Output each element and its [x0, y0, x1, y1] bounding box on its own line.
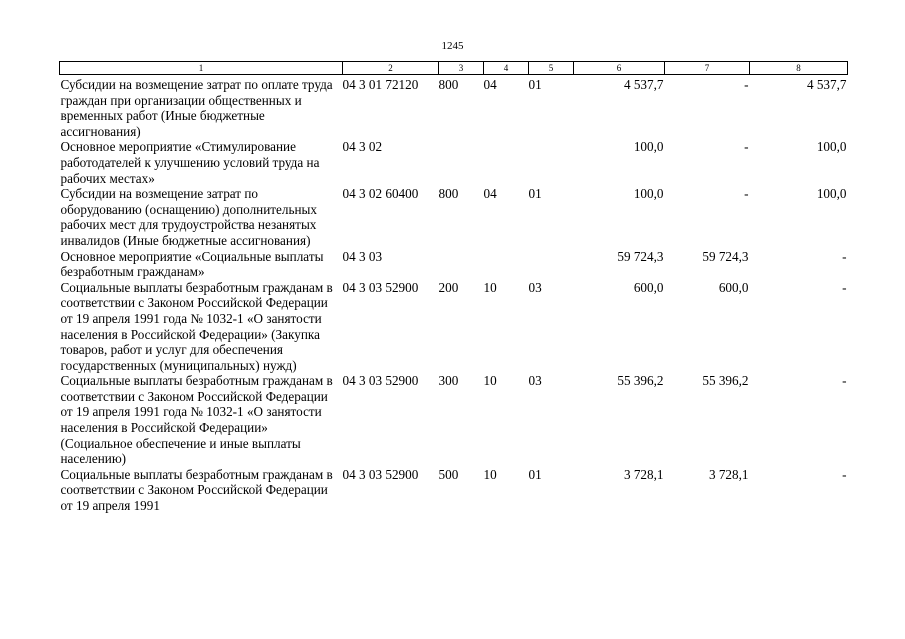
- table-row: [60, 373, 848, 467]
- row-col-4: [484, 139, 529, 186]
- row-col-6: 3 728,1: [623, 466, 664, 482]
- row-col-7: -: [744, 139, 749, 155]
- row-col-4: 04: [483, 186, 497, 202]
- row-col-7: -: [744, 77, 749, 92]
- row-name: Социальные выплаты безработным гражданам в соответствии с Законом Российской Федерации от 19 апреля 1991 года № 1032-1 «О занятости населения в Российской Федерации» (Закупка товаров, работ и услуг для обеспечения государственных (муниципальных) нужд): [60, 279, 333, 373]
- row-col-4: [484, 249, 529, 280]
- row-col-5: 03: [528, 373, 542, 389]
- row-col-8: -: [842, 373, 847, 389]
- row-col-7: 59 724,3: [702, 248, 749, 264]
- row-col-5: [529, 139, 574, 186]
- row-col-5: 01: [528, 466, 542, 482]
- page-number: 1245: [441, 40, 464, 52]
- row-col-6: 600,0: [633, 279, 664, 295]
- header-col-8: 8: [750, 62, 848, 75]
- header-col-4: 4: [484, 62, 529, 75]
- row-col-5: [529, 249, 574, 280]
- table-row: [60, 467, 848, 514]
- row-code: 04 3 02: [342, 139, 383, 155]
- header-col-2: 2: [343, 62, 439, 75]
- table-body: [60, 75, 848, 514]
- row-col-4: 10: [483, 373, 497, 389]
- row-col-7: -: [744, 186, 749, 202]
- row-code: 04 3 01 72120: [342, 77, 419, 92]
- row-code: 04 3 03 52900: [342, 279, 419, 295]
- row-col-7: 3 728,1: [708, 466, 749, 482]
- row-col-3: 500: [438, 466, 459, 482]
- row-col-5: 01: [528, 186, 542, 202]
- row-col-7: 600,0: [718, 279, 749, 295]
- row-name: Социальные выплаты безработным гражданам в соответствии с Законом Российской Федерации от 19 апреля 1991: [60, 466, 333, 514]
- table-header: [60, 62, 848, 75]
- row-code: 04 3 02 60400: [342, 186, 419, 202]
- row-col-8: -: [842, 248, 847, 264]
- row-name: Субсидии на возмещение затрат по оплате труда граждан при организации общественных и временных работ (Иные бюджетные ассигнования): [60, 77, 333, 139]
- row-name: Социальные выплаты безработным гражданам в соответствии с Законом Российской Федерации от 19 апреля 1991 года № 1032-1 «О занятости населения в Российской Федерации» (Социальное обеспечение и иные выплаты населению): [60, 373, 333, 467]
- row-col-8: -: [842, 279, 847, 295]
- row-col-8: -: [842, 466, 847, 482]
- table-row: [60, 139, 848, 186]
- header-col-7: 7: [665, 62, 750, 75]
- row-code: 04 3 03: [342, 248, 383, 264]
- row-col-3: 200: [438, 279, 459, 295]
- row-name: Основное мероприятие «Социальные выплаты безработным гражданам»: [60, 248, 324, 280]
- row-col-4: 10: [483, 466, 497, 482]
- row-col-6: 59 724,3: [617, 248, 664, 264]
- row-col-5: 03: [528, 279, 542, 295]
- row-col-4: 10: [483, 279, 497, 295]
- row-col-5: 01: [528, 77, 542, 92]
- row-code: 04 3 03 52900: [342, 373, 419, 389]
- row-col-3: 800: [438, 77, 459, 92]
- header-col-5: 5: [529, 62, 574, 75]
- table-row: [60, 186, 848, 248]
- row-col-3: [439, 139, 484, 186]
- row-col-3: [439, 249, 484, 280]
- row-col-6: 100,0: [633, 139, 664, 155]
- row-name: Основное мероприятие «Стимулирование работодателей к улучшению условий труда на рабочих местах»: [60, 139, 320, 186]
- table-row: [60, 249, 848, 280]
- header-col-1: 1: [60, 62, 343, 75]
- row-col-8: 100,0: [816, 186, 847, 202]
- header-col-3: 3: [439, 62, 484, 75]
- table-row: [60, 75, 848, 140]
- row-col-8: 100,0: [816, 139, 847, 155]
- row-name: Субсидии на возмещение затрат по оборудованию (оснащению) дополнительных рабочих мест для трудоустройства незанятых инвалидов (Иные бюджетные ассигнования): [60, 186, 317, 248]
- header-col-6: 6: [574, 62, 665, 75]
- row-col-6: 100,0: [633, 186, 664, 202]
- row-col-3: 800: [438, 186, 459, 202]
- row-col-8: 4 537,7: [806, 77, 847, 92]
- row-col-4: 04: [483, 77, 497, 92]
- row-col-3: 300: [438, 373, 459, 389]
- header-row: [60, 62, 848, 75]
- row-col-6: 4 537,7: [623, 77, 664, 92]
- table-row: [60, 280, 848, 374]
- row-col-6: 55 396,2: [617, 373, 664, 389]
- budget-table: [59, 61, 848, 514]
- row-col-7: 55 396,2: [702, 373, 749, 389]
- row-code: 04 3 03 52900: [342, 466, 419, 482]
